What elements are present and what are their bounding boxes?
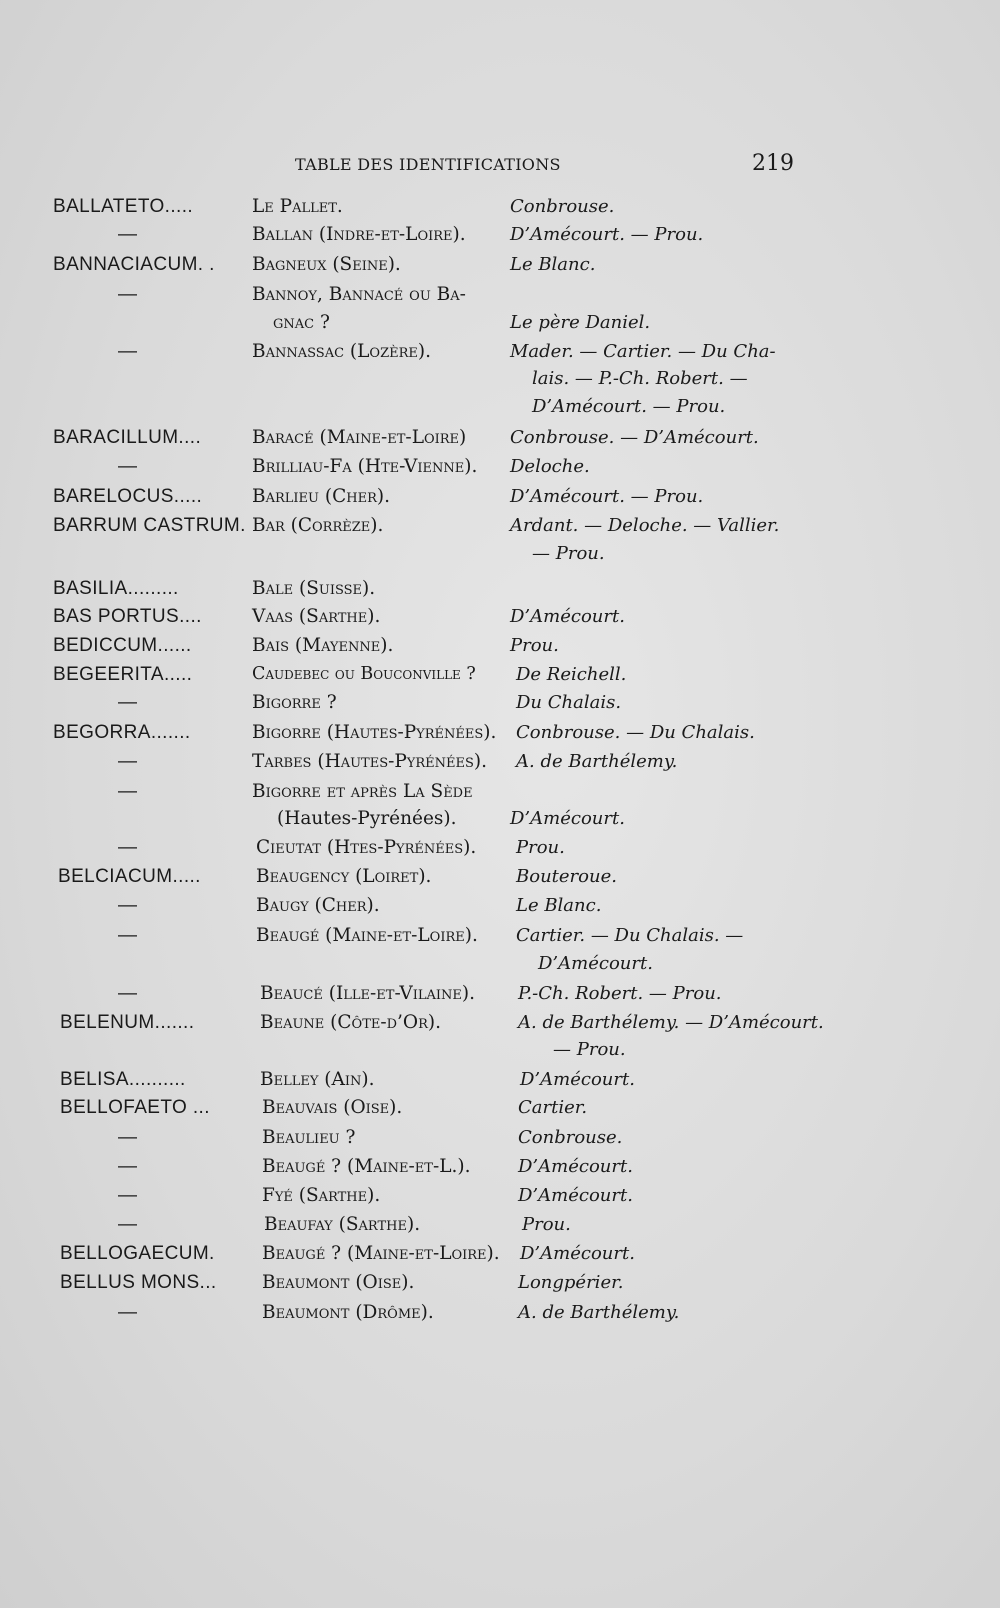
modern-identification: Beaugé ? (Maine-et-L.). [262, 1156, 471, 1177]
author-attribution: Deloche. [510, 456, 590, 477]
author-attribution: Conbrouse. [510, 196, 615, 217]
author-attribution: Mader. — Cartier. — Du Cha- [510, 341, 776, 362]
table-row [0, 254, 1000, 284]
modern-identification: Barlieu (Cher). [252, 486, 390, 507]
table-row [0, 543, 1000, 573]
table-row [0, 808, 1000, 838]
modern-identification: Bais (Mayenne). [252, 635, 394, 656]
modern-identification: Cieutat (Htes-Pyrénées). [256, 837, 477, 858]
latin-name: — [118, 692, 138, 713]
table-row [0, 664, 1000, 694]
author-attribution: lais. — P.-Ch. Robert. — [532, 368, 748, 389]
modern-identification: Beaufay (Sarthe). [264, 1214, 421, 1235]
table-row [0, 224, 1000, 254]
latin-name: — [118, 895, 138, 916]
latin-name: BELLUS MONS... [60, 1272, 217, 1293]
author-attribution: D’Amécourt. — Prou. [510, 486, 704, 507]
author-attribution: D’Amécourt. — Prou. [532, 396, 726, 417]
table-row [0, 1156, 1000, 1186]
table-row [0, 1039, 1000, 1069]
table-row [0, 368, 1000, 398]
modern-identification: Fyé (Sarthe). [262, 1185, 381, 1206]
author-attribution: — Prou. [553, 1039, 626, 1060]
table-row [0, 515, 1000, 545]
modern-identification: Beaucé (Ille-et-Vilaine). [260, 983, 475, 1004]
table-row [0, 1127, 1000, 1157]
author-attribution: A. de Barthélemy. [518, 1302, 680, 1323]
author-attribution: D’Amécourt. [518, 1185, 633, 1206]
modern-identification: Baugy (Cher). [256, 895, 380, 916]
modern-identification: Bigorre (Hautes-Pyrénées). [252, 722, 497, 743]
table-row [0, 396, 1000, 426]
author-attribution: D’Amécourt. [510, 606, 625, 627]
modern-identification: Bagneux (Seine). [252, 254, 401, 275]
author-attribution: Du Chalais. [516, 692, 622, 713]
latin-name: BELLOFAETO ... [60, 1097, 210, 1118]
table-row [0, 866, 1000, 896]
latin-name: BELISA.......... [60, 1069, 186, 1090]
author-attribution: Le Blanc. [510, 254, 596, 275]
table-row [0, 1214, 1000, 1244]
latin-name: — [118, 224, 138, 245]
author-attribution: Cartier. [518, 1097, 588, 1118]
author-attribution: P.-Ch. Robert. — Prou. [518, 983, 722, 1004]
modern-identification: Beaugé ? (Maine-et-Loire). [262, 1243, 500, 1264]
author-attribution: A. de Barthélemy. [516, 751, 678, 772]
modern-identification: Brilliau-Fa (Hte-Vienne). [252, 456, 478, 477]
page-number: 219 [752, 151, 794, 176]
modern-identification: gnac ? [273, 312, 330, 333]
latin-name: — [118, 781, 138, 802]
author-attribution: — Prou. [532, 543, 605, 564]
table-row [0, 284, 1000, 314]
modern-identification: Caudebec ou Bouconville ? [252, 664, 476, 684]
modern-identification: Bannassac (Lozère). [252, 341, 431, 362]
modern-identification: (Hautes-Pyrénées). [277, 808, 457, 829]
latin-name: BAS PORTUS.... [53, 606, 202, 627]
latin-name: BARELOCUS..... [53, 486, 203, 507]
modern-identification: Beaugency (Loiret). [256, 866, 432, 887]
author-attribution: Longpérier. [518, 1272, 624, 1293]
table-row [0, 925, 1000, 955]
author-attribution: Prou. [510, 635, 559, 656]
latin-name: BARACILLUM.... [53, 427, 202, 448]
latin-name: BELLOGAECUM. [60, 1243, 215, 1264]
author-attribution: Conbrouse. — Du Chalais. [516, 722, 755, 743]
table-row [0, 983, 1000, 1013]
modern-identification: Belley (Ain). [260, 1069, 375, 1090]
table-row [0, 953, 1000, 983]
table-row [0, 781, 1000, 811]
latin-name: BARRUM CASTRUM. [53, 515, 246, 536]
latin-name: BEDICCUM...... [53, 635, 192, 656]
modern-identification: Le Pallet. [252, 196, 343, 217]
author-attribution: Conbrouse. [518, 1127, 623, 1148]
latin-name: — [118, 1302, 138, 1323]
modern-identification: Beaumont (Drôme). [262, 1302, 434, 1323]
modern-identification: Ballan (Indre-et-Loire). [252, 224, 466, 245]
author-attribution: Prou. [522, 1214, 571, 1235]
author-attribution: D’Amécourt. [510, 808, 625, 829]
author-attribution: Ardant. — Deloche. — Vallier. [510, 515, 780, 536]
author-attribution: A. de Barthélemy. — D’Amécourt. [518, 1012, 824, 1033]
latin-name: BALLATETO..... [53, 196, 194, 217]
modern-identification: Bar (Corrèze). [252, 515, 384, 536]
latin-name: — [118, 1156, 138, 1177]
table-row [0, 578, 1000, 608]
latin-name: — [118, 983, 138, 1004]
author-attribution: Bouteroue. [516, 866, 617, 887]
latin-name: — [118, 925, 138, 946]
table-row [0, 341, 1000, 371]
modern-identification: Bale (Suisse). [252, 578, 376, 599]
author-attribution: D’Amécourt. [518, 1156, 633, 1177]
author-attribution: D’Amécourt. [520, 1069, 635, 1090]
author-attribution: Prou. [516, 837, 565, 858]
latin-name: — [118, 456, 138, 477]
author-attribution: Le Blanc. [516, 895, 602, 916]
table-row [0, 895, 1000, 925]
latin-name: — [118, 751, 138, 772]
latin-name: — [118, 1185, 138, 1206]
latin-name: BEGORRA....... [53, 722, 191, 743]
latin-name: — [118, 1127, 138, 1148]
modern-identification: Tarbes (Hautes-Pyrénées). [252, 751, 488, 772]
modern-identification: Beauvais (Oise). [262, 1097, 403, 1118]
table-row [0, 1185, 1000, 1215]
table-row [0, 486, 1000, 516]
table-row [0, 196, 1000, 226]
author-attribution: Le père Daniel. [510, 312, 651, 333]
modern-identification: Bannoy, Bannacé ou Ba- [252, 284, 466, 305]
latin-name: BELENUM....... [60, 1012, 195, 1033]
table-row [0, 1097, 1000, 1127]
author-attribution: De Reichell. [516, 664, 627, 685]
author-attribution: Cartier. — Du Chalais. — [516, 925, 744, 946]
modern-identification: Beaulieu ? [262, 1127, 356, 1148]
latin-name: BEGEERITA..... [53, 664, 193, 685]
modern-identification: Vaas (Sarthe). [252, 606, 381, 627]
table-row [0, 456, 1000, 486]
table-row [0, 1012, 1000, 1042]
latin-name: — [118, 284, 138, 305]
modern-identification: Baracé (Maine-et-Loire) [252, 427, 467, 448]
table-row [0, 722, 1000, 752]
table-row [0, 1302, 1000, 1332]
modern-identification: Bigorre ? [252, 692, 337, 713]
author-attribution: D’Amécourt. [538, 953, 653, 974]
table-row [0, 312, 1000, 342]
running-title: TABLE DES IDENTIFICATIONS [295, 155, 561, 174]
table-row [0, 837, 1000, 867]
table-row [0, 692, 1000, 722]
author-attribution: D’Amécourt. — Prou. [510, 224, 704, 245]
table-row [0, 1272, 1000, 1302]
table-row [0, 1069, 1000, 1099]
table-row [0, 1243, 1000, 1273]
author-attribution: Conbrouse. — D’Amécourt. [510, 427, 759, 448]
latin-name: — [118, 1214, 138, 1235]
table-row [0, 606, 1000, 636]
table-row [0, 635, 1000, 665]
table-row [0, 427, 1000, 457]
modern-identification: Bigorre et après La Sède [252, 781, 473, 802]
table-row [0, 751, 1000, 781]
latin-name: — [118, 341, 138, 362]
latin-name: — [118, 837, 138, 858]
author-attribution: D’Amécourt. [520, 1243, 635, 1264]
latin-name: BASILIA......... [53, 578, 179, 599]
modern-identification: Beaune (Côte-d’Or). [260, 1012, 441, 1033]
modern-identification: Beaugé (Maine-et-Loire). [256, 925, 478, 946]
latin-name: BANNACIACUM. . [53, 254, 215, 275]
latin-name: BELCIACUM..... [58, 866, 201, 887]
modern-identification: Beaumont (Oise). [262, 1272, 415, 1293]
